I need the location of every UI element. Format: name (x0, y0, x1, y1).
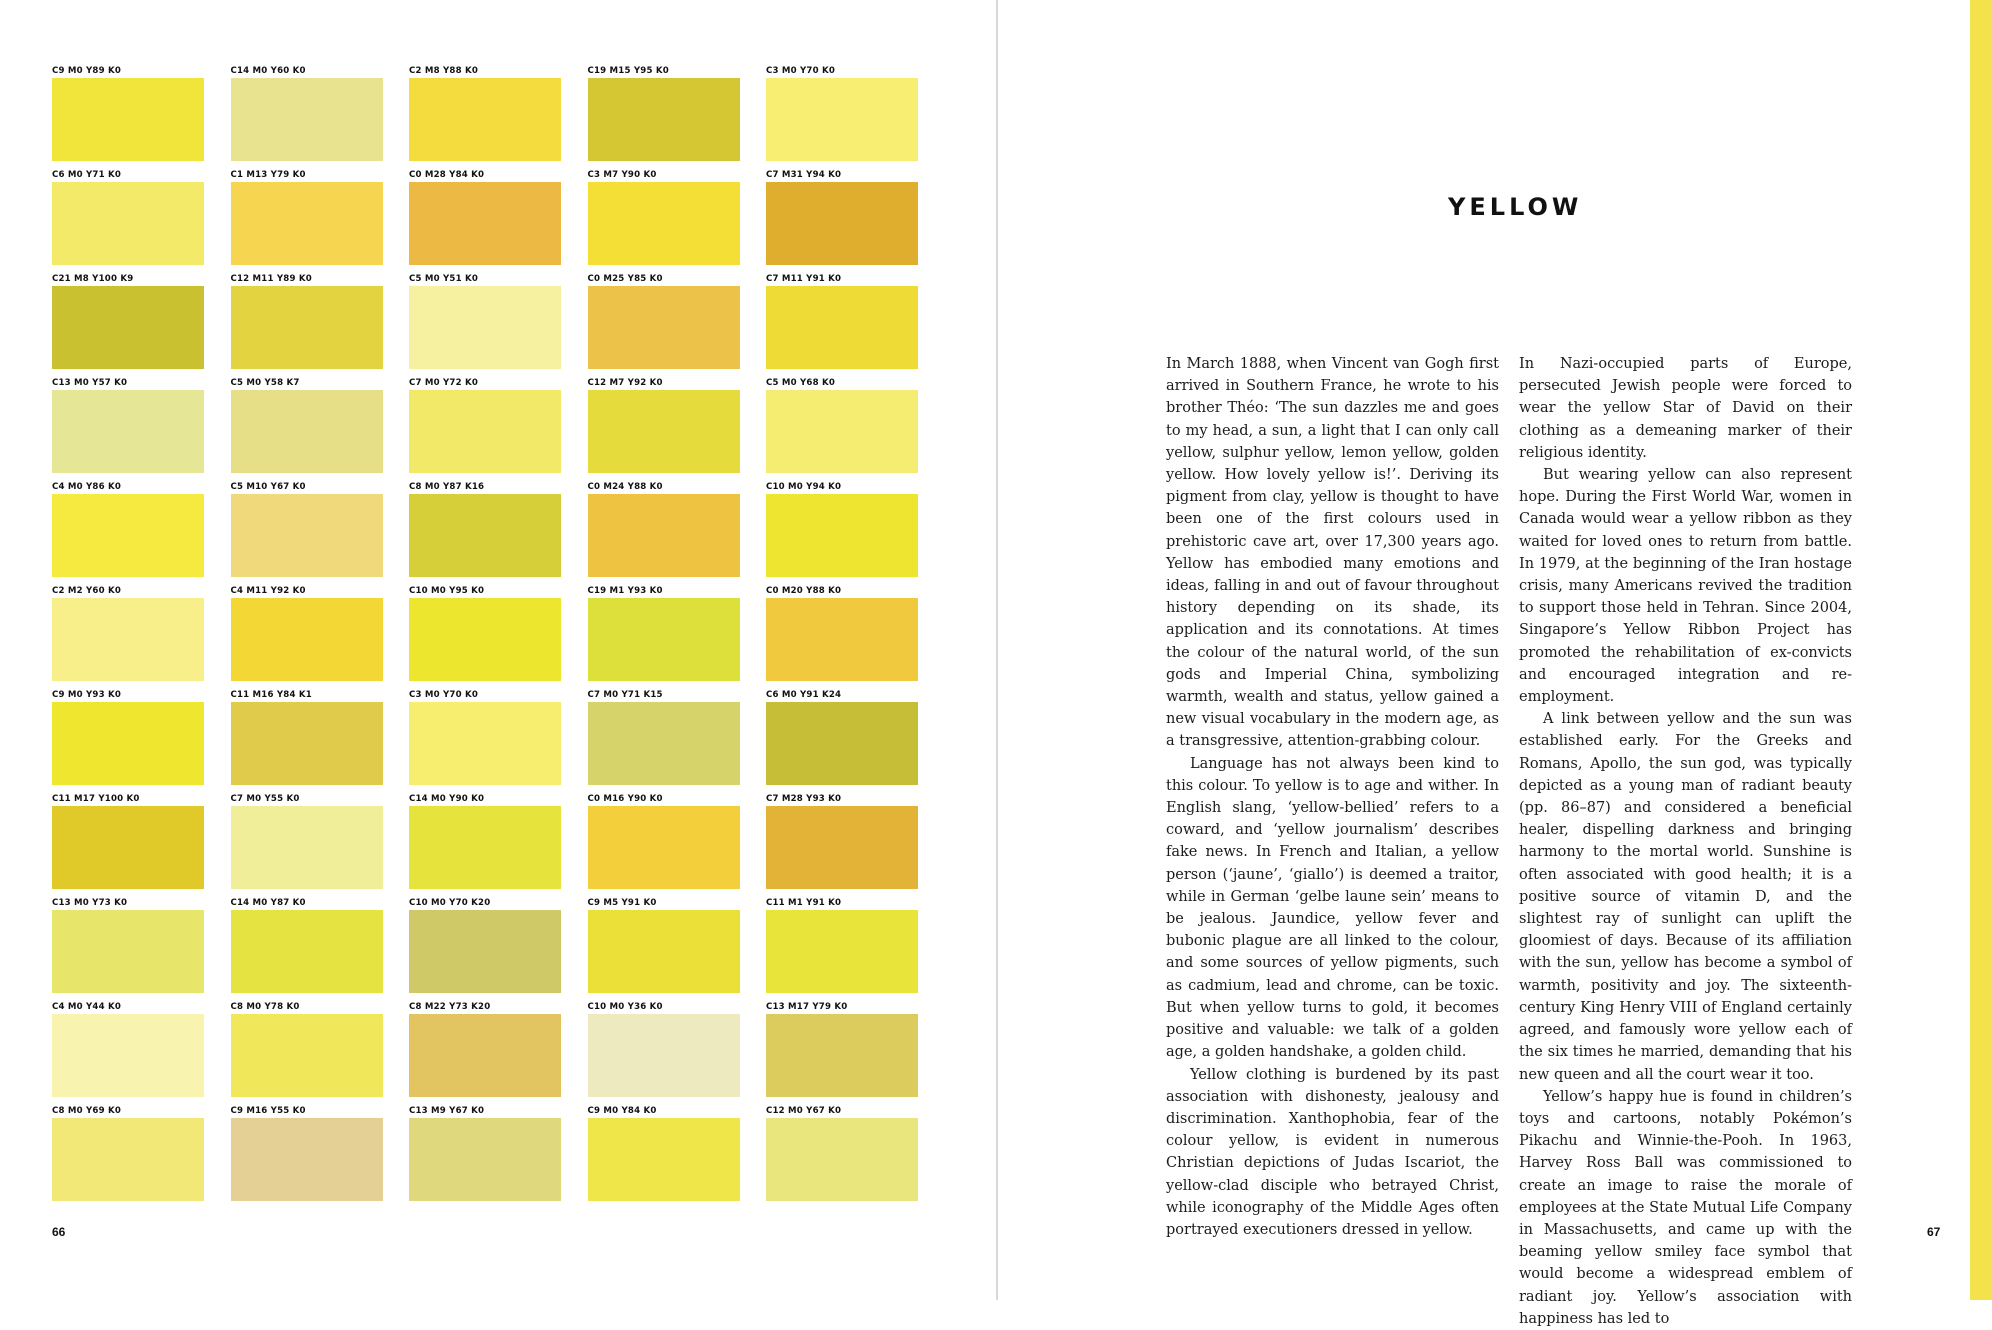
swatch-chip (231, 598, 383, 681)
color-swatch (52, 482, 204, 577)
color-swatch (52, 1002, 204, 1097)
swatch-label: C13 M0 Y73 K0 (52, 898, 128, 908)
page-number-right: 67 (1927, 1225, 1941, 1239)
swatch-grid (52, 66, 916, 1213)
color-swatch (766, 794, 918, 889)
paragraph: Yellow’s happy hue is found in children’s toys and cartoons, notably Pokémon’s Pikachu and Winnie-the-Pooh. In 1963, Harvey Ross Ball was commissioned to create an image to raise the morale of employees at the State Mutual Life Company in Massachusetts, and came up with the beaming yellow smiley face symbol that would become a widespread emblem of radiant joy. Yellow’s association with happiness has led to (1519, 1088, 1852, 1327)
color-swatch (409, 482, 561, 577)
swatch-label: C0 M28 Y84 K0 (409, 170, 485, 180)
paragraph: Yellow clothing is burdened by its past association with dishonesty, jealousy and discrimination. Xanthophobia, fear of the colour yellow, is evident in numerous Christian depictions of Judas Iscariot, the yellow-clad disciple who betrayed Christ, while iconography of the Middle Ages often portrayed executioners dressed in yellow. (1166, 1066, 1499, 1238)
color-swatch (588, 66, 740, 161)
color-swatch (52, 898, 204, 993)
swatch-chip (409, 78, 561, 161)
color-swatch (231, 274, 383, 369)
swatch-chip (52, 1014, 204, 1097)
swatch-chip (231, 286, 383, 369)
color-swatch (766, 898, 918, 993)
swatch-label: C7 M28 Y93 K0 (766, 794, 842, 804)
swatch-chip (766, 78, 918, 161)
swatch-chip (409, 702, 561, 785)
swatch-chip (52, 390, 204, 473)
swatch-chip (409, 910, 561, 993)
swatch-chip (231, 78, 383, 161)
section-title: YELLOW (1448, 193, 1583, 221)
swatch-chip (766, 1014, 918, 1097)
color-swatch (588, 586, 740, 681)
swatch-chip (588, 702, 740, 785)
swatch-label: C10 M0 Y70 K20 (409, 898, 491, 908)
color-swatch (52, 586, 204, 681)
color-swatch (766, 482, 918, 577)
paragraph: In March 1888, when Vincent van Gogh first arrived in Southern France, he wrote to his brother Théo: ‘The sun dazzles me and goes to my head, a sun, a light that I can only call yellow, sulphur yellow, lemon yellow, golden yellow. How lovely yellow is!’. Deriving its pigment from clay, yellow is thought to have been one of the first colours used in prehistoric cave art, over 17,300 years ago. Yellow has embodied many emotions and ideas, falling in and out of favour throughout history depending on its shade, its application and its connotations. At times the colour of the natural world, of the sun gods and Imperial China, symbolizing warmth, wealth and status, yellow gained a new visual vocabulary in the modern age, as a transgressive, attention-grabbing colour. (1166, 356, 1499, 750)
color-swatch (231, 690, 383, 785)
swatch-label: C11 M1 Y91 K0 (766, 898, 842, 908)
swatch-chip (409, 598, 561, 681)
swatch-chip (766, 702, 918, 785)
swatch-label: C0 M24 Y88 K0 (587, 482, 663, 492)
swatch-label: C2 M8 Y88 K0 (409, 66, 479, 76)
swatch-chip (231, 910, 383, 993)
color-swatch (52, 170, 204, 265)
color-swatch (231, 66, 383, 161)
paragraph: But wearing yellow can also represent hope. During the First World War, women in Canada would wear a yellow ribbon as they waited for loved ones to return from battle. In 1979, at the beginning of the Iran hostage crisis, many Americans revived the tradition to support those held in Tehran. Since 2004, Singapore’s Yellow Ribbon Project has promoted the rehabilitation of ex-convicts and encouraged integration and re-employment. (1519, 467, 1852, 706)
swatch-chip (588, 806, 740, 889)
swatch-label: C10 M0 Y94 K0 (766, 482, 842, 492)
swatch-label: C19 M1 Y93 K0 (587, 586, 663, 596)
color-swatch (409, 170, 561, 265)
swatch-chip (588, 390, 740, 473)
color-swatch (409, 378, 561, 473)
swatch-chip (766, 182, 918, 265)
swatch-chip (409, 806, 561, 889)
color-swatch (588, 690, 740, 785)
swatch-chip (588, 286, 740, 369)
color-swatch (231, 378, 383, 473)
swatch-label: C8 M0 Y78 K0 (230, 1002, 300, 1012)
swatch-label: C7 M0 Y71 K15 (587, 690, 663, 700)
swatch-chip (231, 1118, 383, 1201)
color-swatch (231, 482, 383, 577)
swatch-label: C2 M2 Y60 K0 (52, 586, 122, 596)
color-swatch (231, 898, 383, 993)
color-swatch (766, 586, 918, 681)
color-swatch (231, 794, 383, 889)
swatch-label: C12 M7 Y92 K0 (587, 378, 663, 388)
color-swatch (588, 482, 740, 577)
swatch-label: C8 M0 Y69 K0 (52, 1106, 122, 1116)
swatch-label: C7 M0 Y72 K0 (409, 378, 479, 388)
swatch-chip (52, 1118, 204, 1201)
swatch-label: C1 M13 Y79 K0 (230, 170, 306, 180)
color-swatch (766, 66, 918, 161)
swatch-label: C14 M0 Y87 K0 (230, 898, 306, 908)
swatch-chip (588, 1118, 740, 1201)
swatch-chip (52, 182, 204, 265)
swatch-chip (52, 806, 204, 889)
swatch-label: C14 M0 Y90 K0 (409, 794, 485, 804)
swatch-label: C6 M0 Y71 K0 (52, 170, 122, 180)
swatch-label: C0 M20 Y88 K0 (766, 586, 842, 596)
swatch-label: C7 M11 Y91 K0 (766, 274, 842, 284)
swatch-label: C5 M0 Y51 K0 (409, 274, 479, 284)
swatch-label: C10 M0 Y36 K0 (587, 1002, 663, 1012)
swatch-label: C19 M15 Y95 K0 (587, 66, 669, 76)
paragraph: In Nazi-occupied parts of Europe, persecuted Jewish people were forced to wear the yellow Star of David on their clothing as a demeaning marker of their religious identity. (1519, 356, 1852, 461)
swatch-label: C3 M7 Y90 K0 (587, 170, 657, 180)
color-swatch (409, 898, 561, 993)
swatch-chip (409, 390, 561, 473)
swatch-chip (231, 182, 383, 265)
swatch-label: C11 M17 Y100 K0 (52, 794, 140, 804)
swatch-label: C12 M0 Y67 K0 (766, 1106, 842, 1116)
swatch-chip (231, 702, 383, 785)
swatch-label: C7 M31 Y94 K0 (766, 170, 842, 180)
color-swatch (231, 170, 383, 265)
color-swatch (588, 170, 740, 265)
swatch-chip (52, 494, 204, 577)
swatch-chip (766, 286, 918, 369)
color-swatch (766, 170, 918, 265)
swatch-label: C8 M0 Y87 K16 (409, 482, 485, 492)
color-swatch (409, 274, 561, 369)
swatch-label: C0 M16 Y90 K0 (587, 794, 663, 804)
text-column-left (1166, 353, 1499, 1241)
color-swatch (588, 378, 740, 473)
page-number-left: 66 (52, 1225, 66, 1239)
swatch-chip (588, 78, 740, 161)
color-swatch (766, 1106, 918, 1201)
swatch-label: C3 M0 Y70 K0 (409, 690, 479, 700)
swatch-label: C14 M0 Y60 K0 (230, 66, 306, 76)
text-column-right (1519, 353, 1852, 1330)
swatch-chip (409, 1118, 561, 1201)
swatch-label: C5 M0 Y58 K7 (230, 378, 300, 388)
color-swatch (52, 378, 204, 473)
swatch-label: C4 M0 Y86 K0 (52, 482, 122, 492)
left-page (0, 0, 996, 1300)
swatch-label: C8 M22 Y73 K20 (409, 1002, 491, 1012)
swatch-label: C3 M0 Y70 K0 (766, 66, 836, 76)
color-swatch (52, 690, 204, 785)
swatch-chip (766, 910, 918, 993)
paragraph: A link between yellow and the sun was established early. For the Greeks and Romans, Apollo, the sun god, was typically depicted as a young man of radiant beauty (pp. 86–87) and considered a beneficial healer, dispelling darkness and bringing harmony to the mortal world. Sunshine is often associated with good health; it is a positive source of vitamin D, and the slightest ray of sunlight can uplift the gloomiest of days. Because of its affiliation with the sun, yellow has become a symbol of warmth, positivity and joy. The sixteenth-century King Henry VIII of England certainly agreed, and famously wore yellow each of the six times he married, demanding that his new queen and all the court wear it too. (1519, 711, 1852, 1083)
color-swatch (52, 1106, 204, 1201)
color-swatch (52, 66, 204, 161)
swatch-label: C9 M0 Y93 K0 (52, 690, 122, 700)
color-swatch (409, 1002, 561, 1097)
swatch-label: C4 M0 Y44 K0 (52, 1002, 122, 1012)
swatch-chip (231, 390, 383, 473)
swatch-chip (231, 806, 383, 889)
color-swatch (588, 1106, 740, 1201)
swatch-chip (766, 1118, 918, 1201)
swatch-chip (52, 78, 204, 161)
swatch-chip (409, 286, 561, 369)
color-swatch (231, 1106, 383, 1201)
swatch-label: C11 M16 Y84 K1 (230, 690, 312, 700)
color-swatch (409, 1106, 561, 1201)
swatch-label: C7 M0 Y55 K0 (230, 794, 300, 804)
swatch-label: C13 M9 Y67 K0 (409, 1106, 485, 1116)
swatch-chip (588, 494, 740, 577)
swatch-chip (52, 286, 204, 369)
swatch-label: C5 M10 Y67 K0 (230, 482, 306, 492)
color-swatch (409, 66, 561, 161)
color-swatch (588, 274, 740, 369)
swatch-label: C4 M11 Y92 K0 (230, 586, 306, 596)
color-swatch (588, 1002, 740, 1097)
color-swatch (231, 586, 383, 681)
color-swatch (52, 794, 204, 889)
swatch-label: C12 M11 Y89 K0 (230, 274, 312, 284)
swatch-label: C9 M16 Y55 K0 (230, 1106, 306, 1116)
swatch-chip (766, 494, 918, 577)
swatch-label: C13 M17 Y79 K0 (766, 1002, 848, 1012)
swatch-chip (52, 598, 204, 681)
color-swatch (588, 794, 740, 889)
swatch-label: C6 M0 Y91 K24 (766, 690, 842, 700)
swatch-chip (588, 1014, 740, 1097)
swatch-label: C10 M0 Y95 K0 (409, 586, 485, 596)
swatch-chip (52, 702, 204, 785)
paragraph: Language has not always been kind to this colour. To yellow is to age and wither. In English slang, ‘yellow-bellied’ refers to a coward, and ‘yellow journalism’ describes fake news. In French and Italian, a yellow person (‘jaune’, ‘giallo’) is deemed a traitor, while in German ‘gelbe laune sein’ means to be jealous. Jaundice, yellow fever and bubonic plague are all linked to the colour, and some sources of yellow pigments, such as cadmium, lead and chrome, can be toxic. But when yellow turns to gold, it becomes positive and valuable: we talk of a golden age, a golden handshake, a golden child. (1166, 755, 1499, 1061)
swatch-chip (231, 494, 383, 577)
swatch-chip (588, 598, 740, 681)
color-swatch (231, 1002, 383, 1097)
swatch-chip (766, 390, 918, 473)
color-swatch (766, 1002, 918, 1097)
color-swatch (766, 274, 918, 369)
color-swatch (409, 794, 561, 889)
swatch-label: C13 M0 Y57 K0 (52, 378, 128, 388)
color-swatch (409, 690, 561, 785)
color-swatch (766, 378, 918, 473)
swatch-chip (52, 910, 204, 993)
swatch-label: C0 M25 Y85 K0 (587, 274, 663, 284)
swatch-chip (588, 182, 740, 265)
swatch-label: C9 M0 Y89 K0 (52, 66, 122, 76)
yellow-edge-band (1970, 0, 1992, 1300)
swatch-chip (409, 182, 561, 265)
swatch-chip (766, 598, 918, 681)
color-swatch (766, 690, 918, 785)
swatch-chip (588, 910, 740, 993)
swatch-chip (766, 806, 918, 889)
swatch-label: C9 M0 Y84 K0 (587, 1106, 657, 1116)
swatch-chip (409, 494, 561, 577)
swatch-label: C5 M0 Y68 K0 (766, 378, 836, 388)
swatch-chip (409, 1014, 561, 1097)
color-swatch (588, 898, 740, 993)
color-swatch (409, 586, 561, 681)
swatch-label: C21 M8 Y100 K9 (52, 274, 134, 284)
color-swatch (52, 274, 204, 369)
swatch-chip (231, 1014, 383, 1097)
swatch-label: C9 M5 Y91 K0 (587, 898, 657, 908)
